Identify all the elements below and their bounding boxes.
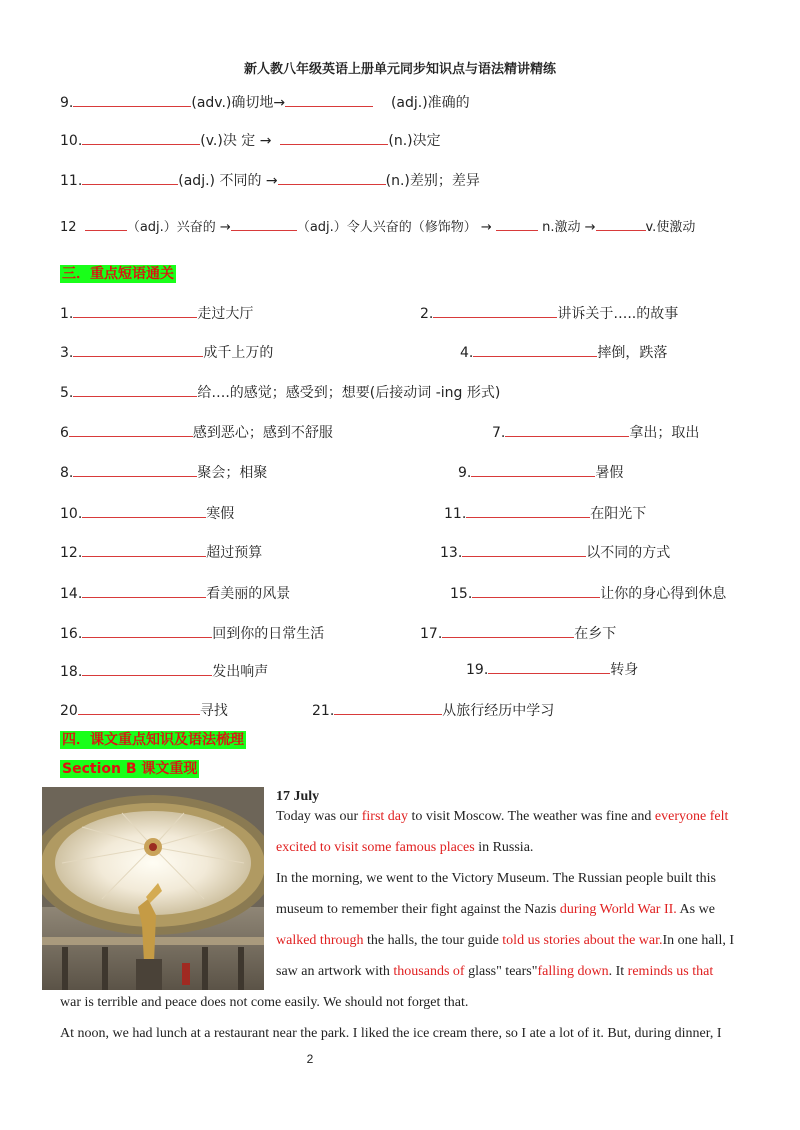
answer-blank[interactable] xyxy=(73,382,197,397)
phrase-item-8: 8. 聚会；相聚 xyxy=(60,462,267,482)
answer-blank[interactable] xyxy=(596,216,646,231)
passage-line-6: saw an artwork with thousands of glass" tears"falling down. It reminds us that xyxy=(276,964,714,979)
answer-blank[interactable] xyxy=(280,130,388,145)
answer-blank[interactable] xyxy=(466,503,590,518)
phrase-item-4: 4. 摔倒，跌落 xyxy=(460,342,667,362)
answer-blank[interactable] xyxy=(82,503,206,518)
phrase-item-7: 7. 拿出；取出 xyxy=(492,422,699,442)
phrase-item-6: 6 感到恶心；感到不舒服 xyxy=(60,422,333,442)
phrase-item-11: 11. 在阳光下 xyxy=(444,503,646,523)
museum-dome-photo xyxy=(42,787,264,990)
phrase-item-12: 12. 超过预算 xyxy=(60,542,262,562)
passage-date: 17 July xyxy=(276,789,320,804)
phrase-item-16: 16. 回到你的日常生活 xyxy=(60,623,324,643)
answer-blank[interactable] xyxy=(278,170,386,185)
answer-blank[interactable] xyxy=(78,700,200,715)
phrase-item-21: 21. 从旅行经历中学习 xyxy=(312,700,554,720)
answer-blank[interactable] xyxy=(73,462,197,477)
vocab-row-9: 9. (adv.)确切地→ (adj.)准确的 xyxy=(60,92,470,112)
passage-line-7: war is terrible and peace does not come easily. We should not forget that. xyxy=(60,995,469,1010)
phrase-item-3: 3. 成千上万的 xyxy=(60,342,273,362)
answer-blank[interactable] xyxy=(462,542,586,557)
answer-blank[interactable] xyxy=(82,542,206,557)
phrase-item-18: 18. 发出响声 xyxy=(60,661,268,681)
passage-line-8: At noon, we had lunch at a restaurant near the park. I liked the ice cream there, so I ate a lot of it. But, during dinner, I xyxy=(60,1026,722,1041)
passage-line-5: walked through the halls, the tour guide told us stories about the war.In one hall, I xyxy=(276,933,735,948)
answer-blank[interactable] xyxy=(82,661,212,676)
phrase-item-1: 1. 走过大厅 xyxy=(60,303,253,323)
answer-blank[interactable] xyxy=(334,700,442,715)
answer-blank[interactable] xyxy=(231,216,297,231)
answer-blank[interactable] xyxy=(285,92,373,107)
phrase-item-10: 10. 寒假 xyxy=(60,503,234,523)
phrase-item-14: 14. 看美丽的风景 xyxy=(60,583,290,603)
answer-blank[interactable] xyxy=(73,342,203,357)
answer-blank[interactable] xyxy=(82,130,200,145)
answer-blank[interactable] xyxy=(82,170,178,185)
answer-blank[interactable] xyxy=(471,462,595,477)
phrase-item-17: 17. 在乡下 xyxy=(420,623,616,643)
passage-line-2: excited to visit some famous places in Russia. xyxy=(276,840,534,855)
answer-blank[interactable] xyxy=(473,342,597,357)
section-heading-grammar: 四．课文重点知识及语法梳理 xyxy=(62,732,244,748)
passage-line-4: museum to remember their fight against the Nazis during World War II. As we xyxy=(276,902,715,917)
phrase-item-19: 19. 转身 xyxy=(466,659,638,679)
phrase-item-15: 15. 让你的身心得到休息 xyxy=(450,583,726,603)
answer-blank[interactable] xyxy=(505,422,629,437)
phrase-item-20: 20 寻找 xyxy=(60,700,228,720)
answer-blank[interactable] xyxy=(69,422,193,437)
answer-blank[interactable] xyxy=(73,303,197,318)
page-header: 新人教八年级英语上册单元同步知识点与语法精讲精练 xyxy=(243,62,556,77)
passage-line-3: In the morning, we went to the Victory Museum. The Russian people built this xyxy=(276,871,716,886)
phrase-item-5: 5. 给….的感觉；感受到；想要(后接动词 -ing 形式) xyxy=(60,382,500,402)
answer-blank[interactable] xyxy=(442,623,574,638)
answer-blank[interactable] xyxy=(488,659,610,674)
phrase-item-9: 9. 暑假 xyxy=(458,462,623,482)
phrase-item-2: 2. 讲诉关于…..的故事 xyxy=(420,303,678,323)
answer-blank[interactable] xyxy=(73,92,191,107)
passage-line-1: Today was our first day to visit Moscow. The weather was fine and everyone felt xyxy=(276,809,729,824)
answer-blank[interactable] xyxy=(82,623,212,638)
section-heading-section-b: Section B 课文重现 xyxy=(62,761,198,777)
answer-blank[interactable] xyxy=(433,303,557,318)
vocab-row-12: 12 （adj.）兴奋的 → （adj.）令人兴奋的（修饰物） → n.激动 → v.使激动 xyxy=(60,216,695,235)
answer-blank[interactable] xyxy=(472,583,600,598)
answer-blank[interactable] xyxy=(496,216,538,231)
vocab-row-11: 11. (adj.) 不同的 → (n.)差别；差异 xyxy=(60,170,480,190)
page-number: 2 xyxy=(306,1052,314,1066)
answer-blank[interactable] xyxy=(85,216,127,231)
vocab-row-10: 10. (v.)决 定 → (n.)决定 xyxy=(60,130,441,150)
phrase-item-13: 13. 以不同的方式 xyxy=(440,542,670,562)
answer-blank[interactable] xyxy=(82,583,206,598)
section-heading-phrases: 三．重点短语通关 xyxy=(62,266,174,282)
museum-dome-illustration xyxy=(42,787,264,990)
